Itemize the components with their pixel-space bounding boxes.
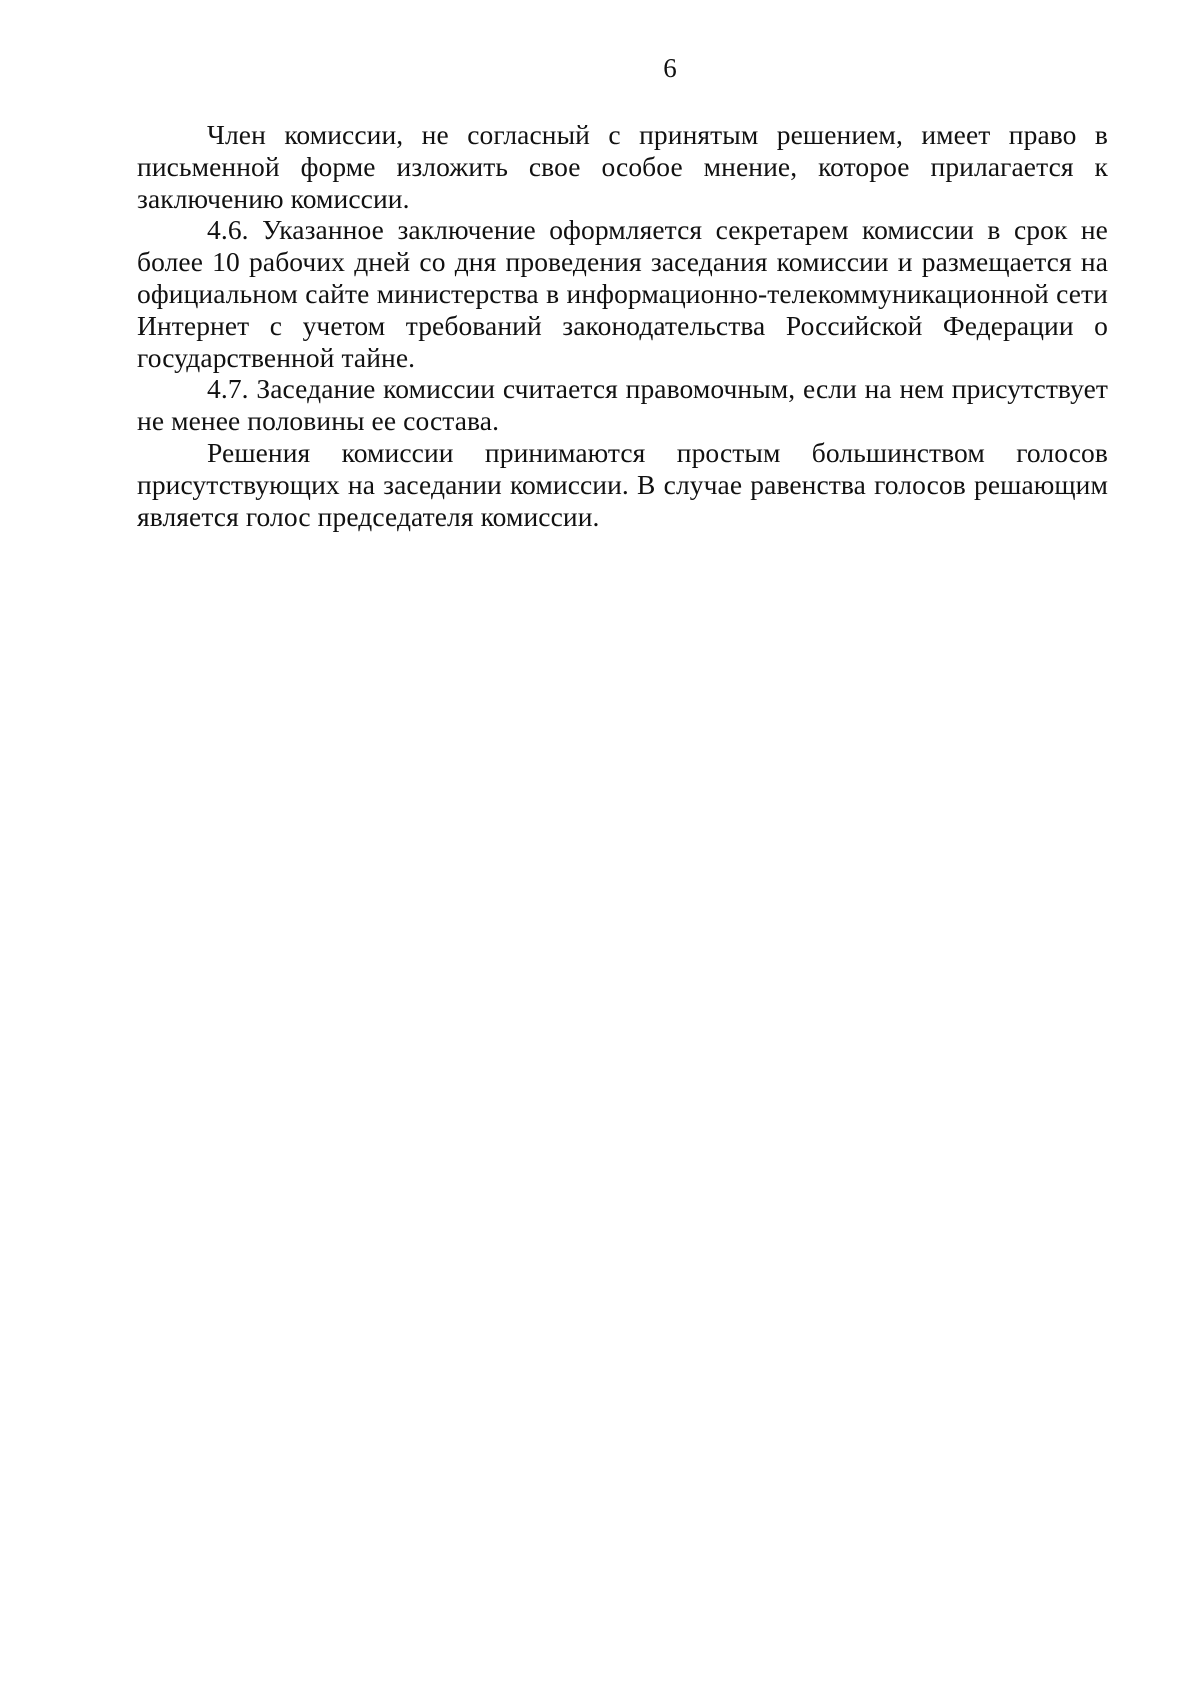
paragraph-decisions: Решения комиссии принимаются простым большинством голосов присутствующих на заседании комиссии. В случае равенства голосов решающим является голос председателя комиссии.: [137, 436, 1108, 532]
paragraph-dissenting-opinion: Член комиссии, не согласный с принятым решением, имеет право в письменной форме изложить свое особое мнение, которое прилагается к заключению комиссии.: [137, 119, 1108, 214]
page-number: 6: [663, 53, 677, 83]
paragraph-4-7: 4.7. Заседание комиссии считается правомочным, если на нем присутствует не менее половины ее состава.: [137, 373, 1108, 437]
document-body: [137, 119, 1108, 532]
paragraph-4-6: 4.6. Указанное заключение оформляется секретарем комиссии в срок не более 10 рабочих дней со дня проведения заседания комиссии и размещается на официальном сайте министерства в информационно-телекоммуникационной сети Интернет с учетом требований законодательства Российской Федерации о государственной тайне.: [137, 214, 1108, 373]
